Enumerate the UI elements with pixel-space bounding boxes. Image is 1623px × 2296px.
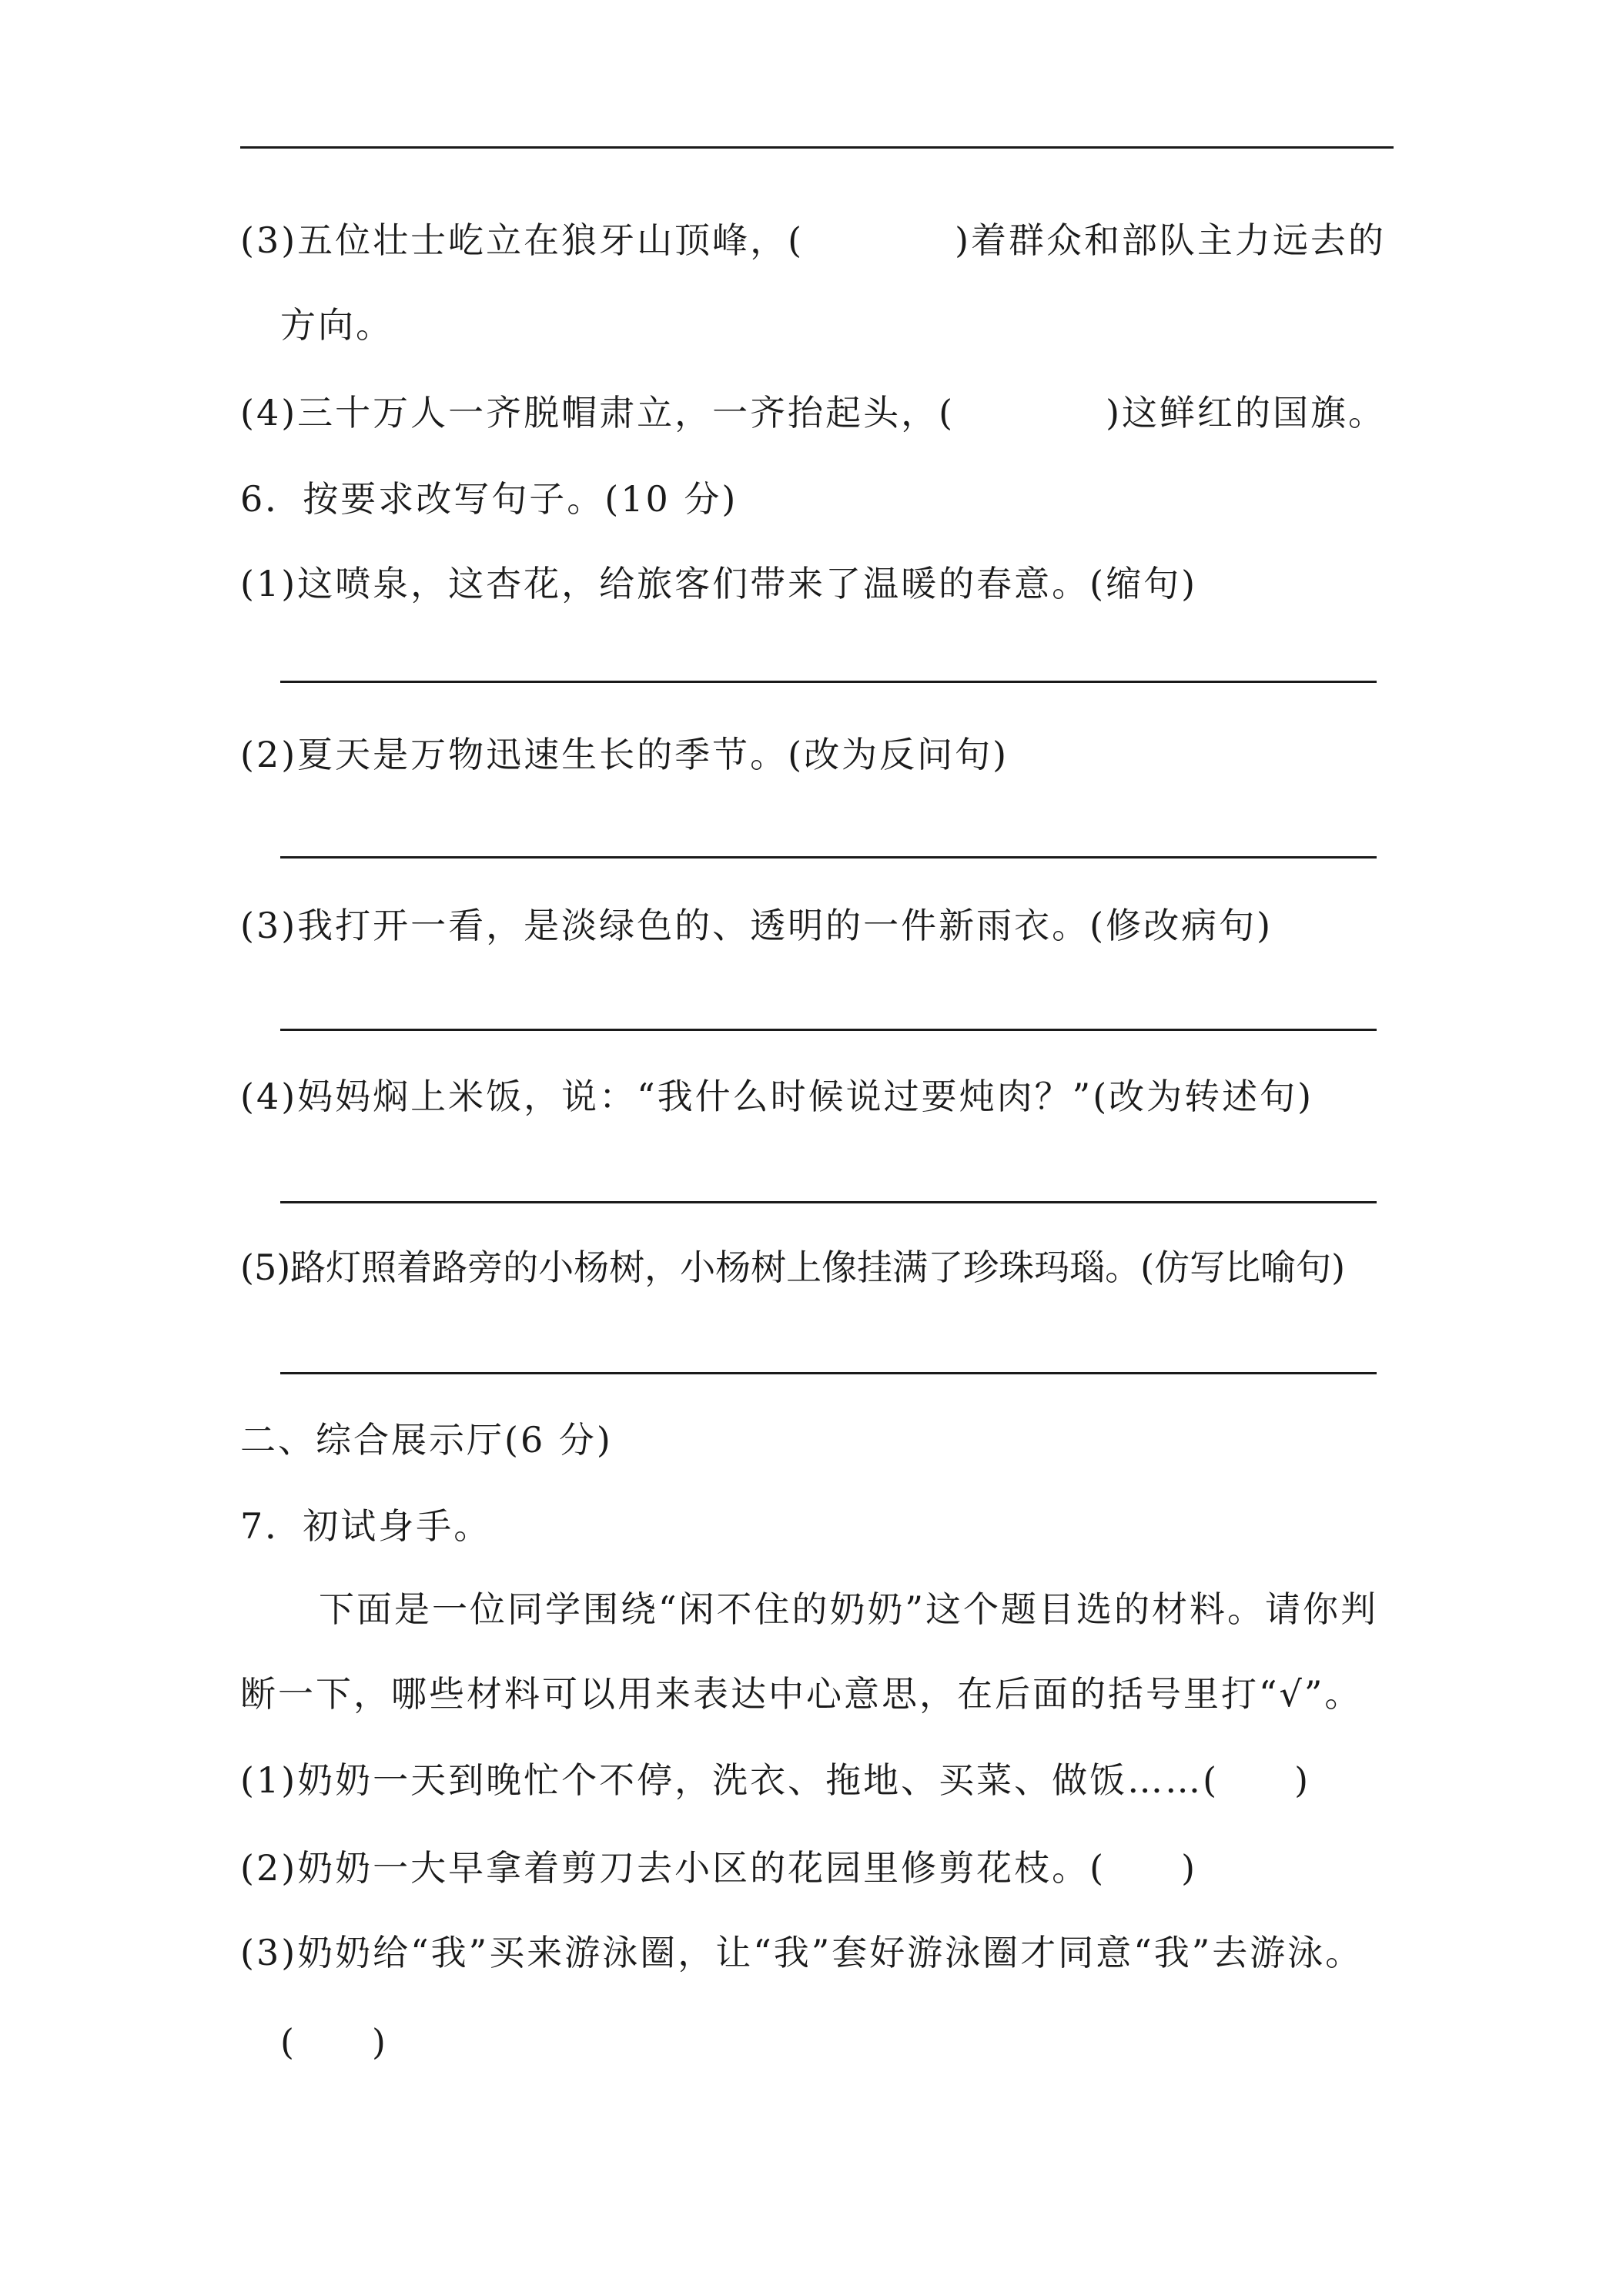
q5-item-3-line2: 方向。 (280, 304, 393, 346)
q6-answer-line-3[interactable] (280, 1029, 1377, 1031)
q7-item-1: (1)奶奶一天到晚忙个不停，洗衣、拖地、买菜、做饭……( ) (240, 1759, 1311, 1801)
q6-answer-line-1[interactable] (280, 681, 1377, 683)
section-2-title: 二、综合展示厅(6 分) (240, 1419, 613, 1461)
answer-line-top[interactable] (240, 146, 1394, 149)
q7-intro-line1: 下面是一位同学围绕“闲不住的奶奶”这个题目选的材料。请你判 (319, 1588, 1379, 1630)
q7-item-3-line1: (3)奶奶给“我”买来游泳圈，让“我”套好游泳圈才同意“我”去游泳。 (240, 1932, 1364, 1973)
q6-answer-line-5[interactable] (280, 1372, 1377, 1374)
q6-item-5: (5)路灯照着路旁的小杨树，小杨树上像挂满了珍珠玛瑙。(仿写比喻句) (240, 1247, 1346, 1288)
q7-title: 7．初试身手。 (240, 1505, 492, 1547)
q6-item-2: (2)夏天是万物迅速生长的季节。(改为反问句) (240, 734, 1009, 775)
q5-item-4: (4)三十万人一齐脱帽肃立，一齐抬起头，( )这鲜红的国旗。 (240, 392, 1387, 433)
q6-item-1: (1)这喷泉，这杏花，给旅客们带来了温暖的春意。(缩句) (240, 563, 1198, 604)
q5-item-3-line1: (3)五位壮士屹立在狼牙山顶峰，( )着群众和部队主力远去的 (240, 219, 1387, 261)
q6-answer-line-2[interactable] (280, 856, 1377, 858)
q7-intro-line2: 断一下，哪些材料可以用来表达中心意思，在后面的括号里打“√”。 (240, 1673, 1363, 1715)
q6-item-3: (3)我打开一看，是淡绿色的、透明的一件新雨衣。(修改病句) (240, 905, 1273, 946)
q6-item-4: (4)妈妈焖上米饭，说：“我什么时候说过要炖肉？”(改为转述句) (240, 1076, 1314, 1117)
q6-title: 6．按要求改写句子。(10 分) (240, 478, 738, 520)
q7-item-3-answer-bracket[interactable]: ( ) (280, 2021, 388, 2063)
q6-answer-line-4[interactable] (280, 1201, 1377, 1203)
q7-item-2: (2)奶奶一大早拿着剪刀去小区的花园里修剪花枝。( ) (240, 1847, 1198, 1889)
